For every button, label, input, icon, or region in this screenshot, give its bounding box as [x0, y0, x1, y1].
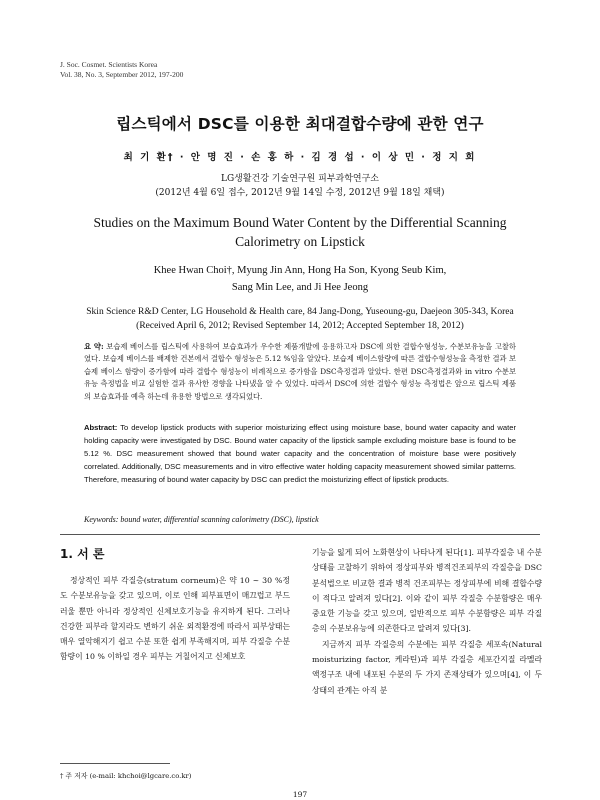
- journal-citation: [60, 60, 183, 80]
- page-number: 197: [292, 790, 308, 799]
- english-dates: (Received April 6, 2012; Revised September 14, 2012; Accepted September 18, 2012): [136, 321, 464, 331]
- english-authors-line1: Khee Hwan Choi†, Myung Jin Ann, Hong Ha Son, Kyong Seub Kim,: [153, 265, 447, 276]
- abstract-divider: [60, 534, 540, 535]
- korean-abstract-text: 보습제 베이스를 립스틱에 사용하여 보습효과가 우수한 제품개발에 응용하고자 DSC에 의한 결합수형성능, 수분보유능을 고찰하였다. 보습제 베이스를 배제한 건본에서 결합수 형성능은 5.12 %임을 알았다. 보습제 베이스함량에 따른 결합수형성능을 측정한 결과 보습제 베이스 함량이 증가함에 따라 결합수 형성능이 비례적으로 증가함을 DSC측정결과 알았다. 한편 DSC측정결과와 in vitro 수분보유능 측정법을 비교 실험한 결과 유사한 경향을 나타냈을 알 수 있었다. 따라서 DSC에 의한 결합수 형성능 측정법은 앞으로 립스틱 제품의 보습효과를 예측 하는데 유용한 방법으로 생각되었다.: [84, 342, 516, 401]
- english-title-line1: Studies on the Maximum Bound Water Content by the Differential Scanning: [93, 215, 507, 230]
- intro-right-paragraph-1: 기능을 잃게 되어 노화현상이 나타나게 된다[1]. 피부각질층 내 수분상태를 고찰하기 위하여 정상피부와 병적건조피부의 각질층을 DSC 분석법으로 비교한 결과 병적 건조피부는 정상피부에 비해 결합수량이 적다고 알려져 있다[2]. 이와 같이 피부 각질층 수분함량은 매우 중요한 기능을 갖고 있으며, 일반적으로 피부 수분함량은 피부 각질층의 수분보유능에 의존한다고 알려져 있다[3].: [312, 548, 542, 634]
- korean-abstract: [84, 341, 516, 403]
- keywords-text: bound water, differential scanning calorimetry (DSC), lipstick: [120, 515, 319, 524]
- journal-name: J. Soc. Cosmet. Scientists Korea: [60, 60, 158, 69]
- english-affiliation: Skin Science R&D Center, LG Household & Health care, 84 Jang-Dong, Yuseoung-gu, Daejeon 305-343, Korea: [86, 307, 514, 317]
- english-title: [60, 213, 540, 251]
- english-abstract-label: Abstract:: [84, 423, 118, 432]
- intro-right-paragraph-2: 지금까지 피부 각질층의 수분에는 피부 각질층 세포속(Natural moisturizing factor, 케라틴)과 피부 각질층 세포간지질 라멜라 액정구조 내에 내포된 수분의 두 가지 존재상태가 있으며[4], 이 두 상태의 관계는 아직 분: [312, 639, 542, 695]
- keywords: [84, 515, 516, 524]
- english-abstract: [84, 421, 516, 486]
- korean-abstract-label: 요 약:: [84, 342, 104, 351]
- footnote: † 주 저자 (e-mail: khchoi@lgcare.co.kr): [60, 772, 192, 780]
- english-authors: [60, 262, 540, 296]
- korean-dates: (2012년 4월 6일 접수, 2012년 9월 14일 수정, 2012년 9월 18일 채택): [155, 188, 445, 198]
- korean-affiliation-block: [0, 172, 600, 200]
- journal-volume: Vol. 38, No. 3, September 2012, 197-200: [60, 70, 184, 79]
- intro-left-column: 정상적인 피부 각질층(stratum corneum)은 약 10 ~ 30 %정도 수분보유능을 갖고 있으며, 이로 인해 피부표면이 매끄럽고 부드러울 뿐만 아니라 정상적인 신체보호기능을 유지하게 된다. 그러나 건강한 피부라 할지라도 변하기 쉬운 외적환경에 따라서 피부상태는 매우 열악해지기 쉽고 수분 또한 쉽게 부족해지며, 피부 각질층 수분함량이 10 % 이하일 경우 피부는 거칠어지고 신체보호: [60, 576, 290, 662]
- intro-right-column: [312, 545, 542, 698]
- english-affiliation-block: [50, 305, 550, 333]
- english-title-line2: Calorimetry on Lipstick: [235, 234, 365, 249]
- english-abstract-text: To develop lipstick products with superior moisturizing effect using moisture base, bound water capacity and water holding capacity were investigated by DSC. Bound water capacity of the lipstick sample excluding moisture base is found to be 5.12 %. DSC measurement showed that bound water capacity and the concentration of moisture base were positively correlated. Additionally, DSC measurements and in vitro effective water holding capacity measurement showed similar patterns. Therefore, measuring of bound water capacity by DSC can predict the moisturizing effect of lipstick products.: [84, 423, 516, 484]
- footnote-divider: [60, 763, 170, 764]
- english-authors-line2: Sang Min Lee, and Ji Hee Jeong: [231, 282, 369, 293]
- section-heading: 1. 서 론: [60, 547, 105, 561]
- korean-authors: 최 기 환† · 안 명 진 · 손 홍 하 · 김 경 섭 · 이 상 민 · 정 지 희: [123, 152, 477, 163]
- keywords-label: Keywords:: [84, 515, 119, 524]
- korean-title: 립스틱에서 DSC를 이용한 최대결합수량에 관한 연구: [116, 115, 484, 133]
- korean-affiliation: LG생활건강 기술연구원 피부과학연구소: [221, 174, 379, 184]
